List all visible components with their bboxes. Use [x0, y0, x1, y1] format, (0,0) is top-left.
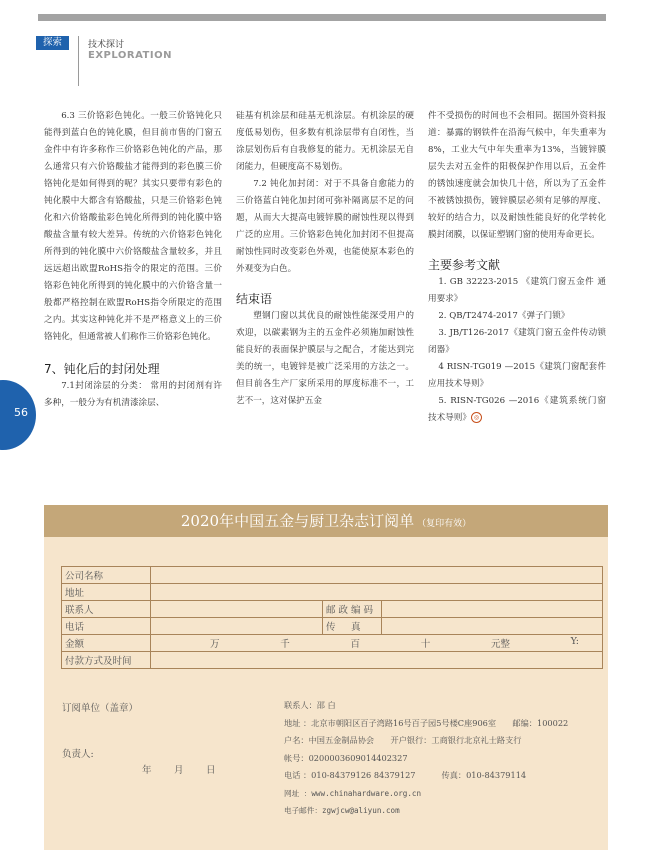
- subscription-table: [61, 566, 603, 669]
- unit-qian: 千: [280, 639, 290, 650]
- unit-shi: 十: [420, 639, 431, 650]
- column-3: [428, 108, 606, 427]
- form-title-text: 2020年中国五金与厨卫杂志订阅单: [180, 512, 415, 530]
- info-fax: 传真：010-84379114: [441, 770, 527, 780]
- info-contact: 联系人：邵 白: [284, 700, 336, 710]
- phone-field[interactable]: [151, 618, 323, 635]
- column-2: [236, 108, 414, 410]
- info-phone: 电话 ：010-84379126 84379127: [284, 770, 416, 780]
- section-title-en: EXPLORATION: [88, 50, 172, 61]
- form-title-note: （复印有效）: [417, 519, 472, 529]
- column-1: [44, 108, 222, 412]
- amount-field[interactable]: [151, 635, 603, 652]
- section-title: 技术探讨: [88, 40, 125, 50]
- payment-label: 付款方式及时间: [62, 652, 151, 669]
- address-field[interactable]: [151, 584, 603, 601]
- reference-item: 1. GB 32223-2015 《建筑门窗五金件 通用要求》: [428, 277, 606, 304]
- subscription-form-title: [44, 505, 608, 537]
- date-day: 日: [206, 765, 216, 776]
- info-email: 电子邮件：zgwjcw@aliyun.com: [284, 806, 400, 815]
- heading-references: 主要参考文献: [428, 258, 501, 272]
- heading-conclusion: 结束语: [236, 292, 273, 306]
- page-number: 56: [14, 406, 28, 419]
- end-mark-icon: ◎: [471, 412, 482, 423]
- info-account-name: 户名：中国五金制品协会 开户银行：工商银行北京礼士路支行: [284, 735, 522, 745]
- heading-section-7: 7、钝化后的封闭处理: [44, 362, 160, 376]
- reference-item: [428, 393, 606, 427]
- table-row: [62, 635, 603, 652]
- postcode-field[interactable]: [382, 601, 603, 618]
- paragraph-6-3: 6.3 三价铬彩色钝化。一般三价铬钝化只能得到蓝白色的钝化膜，但目前市售的门窗五金件中有许多称作三价铬彩色钝化的产品，那么通常只有六价铬酸盐才能得到的彩色膜三价铬钝化是如何得到的呢？其实只要带有彩色的钝化膜中大都含有铬酸盐，只是三价铬彩色钝化和六价铬酸盐彩色钝化所得到的钝化膜中铬酸盐含量有较大差异。传统的六价铬彩色钝化所得到的钝化膜中六价铬酸盐含量较多，并且远远超出欧盟RoHS指令的限定的范围。三价铬彩色钝化所得到的钝化膜中的六价铬含量一般都严格控制在欧盟RoHS指令所限定的范围之内。其实这种钝化并不是严格意义上的三价铬钝化，但通常被人们称作三价铬彩色钝化。: [44, 111, 222, 342]
- table-row: [62, 584, 603, 601]
- reference-item: 3. JB/T126-2017《建筑门窗五金件传动锁闭器》: [428, 328, 606, 355]
- paragraph-conclusion: 塑钢门窗以其优良的耐蚀性能深受用户的欢迎，以碳素钢为主的五金件必须施加耐蚀性能良好的表面保护膜层与之配合，才能达到完美的统一，电镀锌是被广泛采用的方法之一。但目前各生产厂家所采用的厚度标准不一，工艺不一，这对保护五金: [236, 311, 414, 406]
- contact-info: [284, 697, 614, 820]
- company-label: 公司名称: [62, 567, 151, 584]
- fax-field[interactable]: [382, 618, 603, 635]
- unit-yuan: 元整: [490, 639, 510, 650]
- paragraph-coatings: 硅基有机涂层和硅基无机涂层。有机涂层的硬度低易划伤，但多数有机涂层带有自闭性，当涂层划伤后有自我修复的能力。无机涂层无自闭能力，但硬度高不易划伤。: [236, 111, 414, 172]
- info-phone-fax: [284, 767, 614, 785]
- responsible-label: 负责人:: [62, 749, 94, 760]
- paragraph-7-2: 7.2 钝化加封闭：对于不具备自愈能力的三价铬蓝白钝化加封闭可弥补隔离层不足的问题，从而大大提高电镀锌膜的耐蚀性现以得到广泛的应用。三价铬彩色钝化加封闭不但提高耐蚀性同时改变彩色外观，也能使原本彩色的外观变为白色。: [236, 179, 414, 274]
- contact-field[interactable]: [151, 601, 323, 618]
- contact-label: 联系人: [62, 601, 151, 618]
- info-account-no: 帐号：0200003609014402327: [284, 752, 408, 763]
- table-row: [62, 652, 603, 669]
- reference-item: 2. QB/T2474-2017《弹子门锁》: [438, 311, 570, 321]
- phone-label: 电话: [62, 618, 151, 635]
- section-tag: 探索: [36, 36, 69, 50]
- reference-item: 4 RISN-TG019 —2015《建筑门窗配套件应用技术导则》: [428, 362, 606, 389]
- table-row: [62, 567, 603, 584]
- date-month: 月: [174, 765, 184, 776]
- address-label: 地址: [62, 584, 151, 601]
- amount-units: [154, 636, 599, 650]
- paragraph-corrosion: 件不受损伤的时间也不会相同。据国外资料报道：暴露的钢铁件在沿海气候中，年失重率为8%，工业大气中年失重率为13%，当镀锌膜层失去对五金件的阳极保护作用以后，五金件的锈蚀速度就会加快几十倍，所以为了五金件不被锈蚀损伤，镀锌膜层必须有足够的厚度、较好的结合力，以及耐蚀性能良好的化学转化膜封闭膜，以保证塑钢门窗的使用寿命更长。: [428, 111, 606, 240]
- paragraph-7-1: 7.1封闭涂层的分类： 常用的封闭剂有许多种，一般分为有机清漆涂层、: [44, 381, 222, 408]
- amount-label: 金额: [62, 635, 151, 652]
- info-website: 网址 ：www.chinahardware.org.cn: [284, 788, 422, 798]
- unit-wan: 万: [210, 639, 220, 650]
- table-row: [62, 601, 603, 618]
- payment-field[interactable]: [151, 652, 603, 669]
- subscriber-label: 订阅单位（盖章）: [62, 703, 139, 714]
- top-gray-bar: [38, 14, 606, 21]
- unit-total: Y:: [570, 636, 579, 647]
- header-divider: [78, 36, 79, 86]
- info-address: 地址 ：北京市朝阳区百子湾路16号百子园5号楼C座906室 邮编：100022: [284, 717, 569, 728]
- date-year: 年: [142, 765, 152, 776]
- postcode-label: 邮政编码: [323, 601, 382, 618]
- unit-bai: 百: [350, 639, 360, 650]
- fax-label: 传 真: [323, 618, 382, 635]
- table-row: [62, 618, 603, 635]
- reference-item-text: 5. RISN-TG026 —2016《建筑系统门窗技术导则》: [428, 396, 606, 423]
- company-field[interactable]: [151, 567, 603, 584]
